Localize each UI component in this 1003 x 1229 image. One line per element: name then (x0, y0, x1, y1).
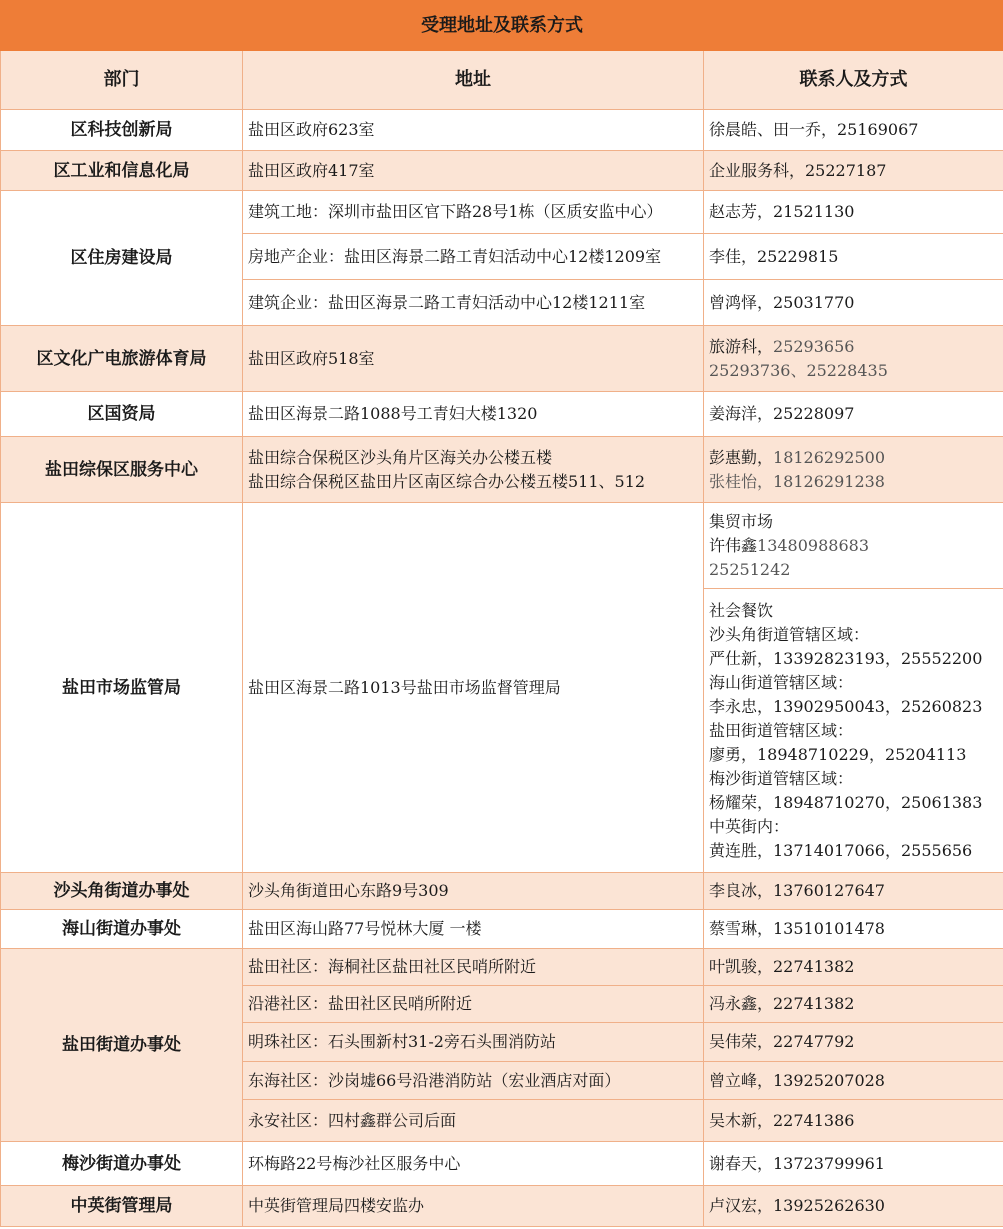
address-cell: 盐田社区：海桐社区盐田社区民哨所附近 (243, 949, 704, 986)
address-cell: 沿港社区：盐田社区民哨所附近 (243, 986, 704, 1023)
address-cell: 明珠社区：石头围新村31-2旁石头围消防站 (243, 1023, 704, 1062)
header-dept: 部门 (1, 51, 243, 110)
contact-cell: 姜海洋，25228097 (704, 392, 1003, 437)
dept-cell: 梅沙街道办事处 (1, 1142, 243, 1186)
dept-cell: 中英街管理局 (1, 1186, 243, 1227)
address-cell: 建筑企业：盐田区海景二路工青妇活动中心12楼1211室 (243, 280, 704, 326)
contact-cell: 吴木新，22741386 (704, 1100, 1003, 1142)
dept-cell: 区科技创新局 (1, 110, 243, 151)
table-row (1, 503, 1003, 589)
contact-cell: 徐晨皓、田一乔，25169067 (704, 110, 1003, 151)
table-title: 受理地址及联系方式 (1, 1, 1003, 51)
contact-cell: 蔡雪琳，13510101478 (704, 910, 1003, 949)
table-row (1, 437, 1003, 503)
dept-cell: 区工业和信息化局 (1, 151, 243, 191)
contact-cell: 冯永鑫，22741382 (704, 986, 1003, 1023)
table-row (1, 191, 1003, 234)
contact-cell: 社会餐饮 沙头角街道管辖区域： 严仕新，13392823193，25552200 海山街道管辖区域： 李永忠，13902950043，25260823 盐田街道管辖区域： 廖勇，18948710229，25204113 梅沙街道管辖区域： 杨耀荣，18948710270，25061383 中英街内： 黄连胜，13714017066，2555656 (704, 589, 1003, 873)
table-row (1, 392, 1003, 437)
address-cell: 盐田区政府623室 (243, 110, 704, 151)
table-row (1, 910, 1003, 949)
address-cell: 东海社区：沙岗墟66号沿港消防站（宏业酒店对面） (243, 1062, 704, 1100)
address-cell: 建筑工地：深圳市盐田区官下路28号1栋（区质安监中心） (243, 191, 704, 234)
dept-cell: 区国资局 (1, 392, 243, 437)
address-cell: 盐田区海景二路1013号盐田市场监督管理局 (243, 503, 704, 873)
table-row (1, 949, 1003, 986)
address-cell: 房地产企业：盐田区海景二路工青妇活动中心12楼1209室 (243, 234, 704, 280)
dept-cell: 沙头角街道办事处 (1, 873, 243, 910)
header-contact: 联系人及方式 (704, 51, 1003, 110)
address-cell: 盐田区海山路77号悦林大厦 一楼 (243, 910, 704, 949)
contact-cell: 曾立峰，13925207028 (704, 1062, 1003, 1100)
contact-cell: 叶凯骏，22741382 (704, 949, 1003, 986)
contact-cell: 彭惠勤，18126292500 张桂怡，18126291238 (704, 437, 1003, 503)
contact-cell: 集贸市场 许伟鑫13480988683 25251242 (704, 503, 1003, 589)
header-address: 地址 (243, 51, 704, 110)
contact-cell: 旅游科，25293656 25293736、25228435 (704, 326, 1003, 392)
dept-cell: 盐田街道办事处 (1, 949, 243, 1142)
address-cell: 中英街管理局四楼安监办 (243, 1186, 704, 1227)
dept-cell: 盐田综保区服务中心 (1, 437, 243, 503)
table-row (1, 1142, 1003, 1186)
table-row (1, 326, 1003, 392)
contact-cell: 李良冰，13760127647 (704, 873, 1003, 910)
contact-cell: 谢春天，13723799961 (704, 1142, 1003, 1186)
address-cell: 沙头角街道田心东路9号309 (243, 873, 704, 910)
dept-cell: 盐田市场监管局 (1, 503, 243, 873)
contact-cell: 吴伟荣，22747792 (704, 1023, 1003, 1062)
table-row (1, 873, 1003, 910)
dept-cell: 海山街道办事处 (1, 910, 243, 949)
contact-cell: 赵志芳，21521130 (704, 191, 1003, 234)
address-cell: 盐田区政府417室 (243, 151, 704, 191)
address-cell: 永安社区：四村鑫群公司后面 (243, 1100, 704, 1142)
address-cell: 盐田综合保税区沙头角片区海关办公楼五楼 盐田综合保税区盐田片区南区综合办公楼五楼511、512 (243, 437, 704, 503)
contact-cell: 李佳，25229815 (704, 234, 1003, 280)
address-cell: 盐田区政府518室 (243, 326, 704, 392)
dept-cell: 区住房建设局 (1, 191, 243, 326)
contact-cell: 卢汉宏，13925262630 (704, 1186, 1003, 1227)
dept-cell: 区文化广电旅游体育局 (1, 326, 243, 392)
table-row (1, 110, 1003, 151)
contact-cell: 曾鸿怿，25031770 (704, 280, 1003, 326)
address-cell: 环梅路22号梅沙社区服务中心 (243, 1142, 704, 1186)
address-cell: 盐田区海景二路1088号工青妇大楼1320 (243, 392, 704, 437)
table-row (1, 151, 1003, 191)
table-row (1, 1186, 1003, 1227)
contact-cell: 企业服务科，25227187 (704, 151, 1003, 191)
